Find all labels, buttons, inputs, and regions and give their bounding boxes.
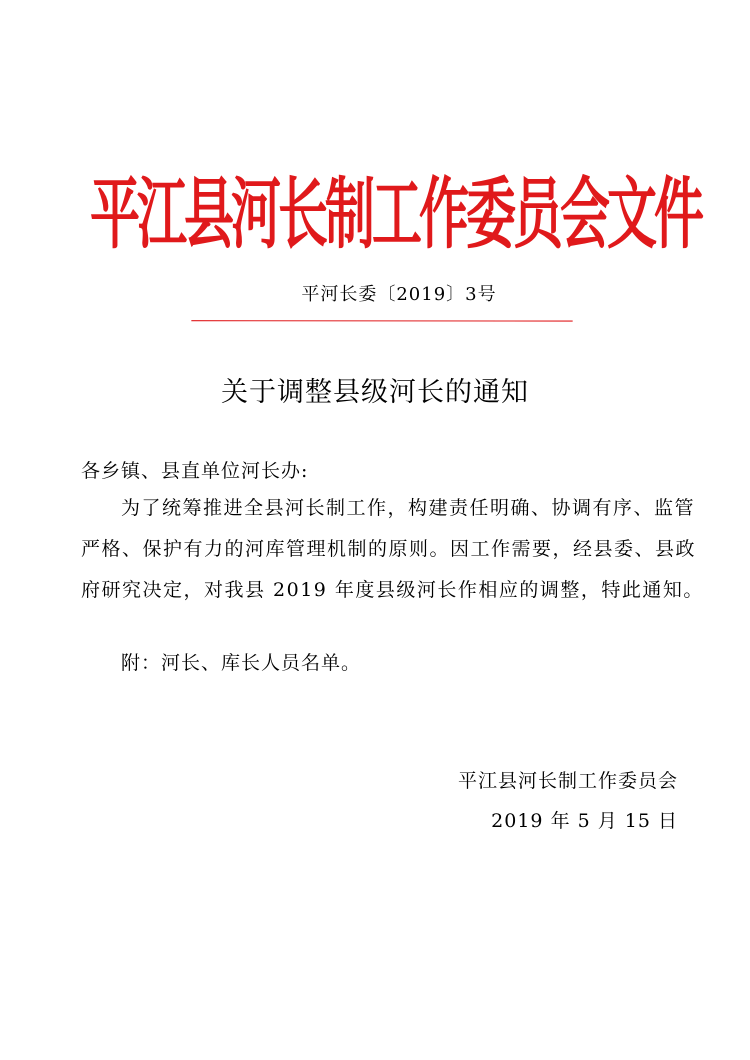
body-line: 严格、保护有力的河库管理机制的原则。因工作需要，经县委、县政	[81, 538, 697, 560]
notice-title: 关于调整县级河长的通知	[221, 377, 529, 408]
signing-organization: 平江县河长制工作委员会	[457, 770, 678, 792]
body-paragraph	[81, 488, 704, 611]
document-number	[0, 280, 750, 306]
attachment-note: 附：河长、库长人员名单。	[121, 652, 362, 674]
document-number-text: 平河长委〔2019〕3号	[301, 284, 497, 305]
document-header-title: 平江县河长制工作委员会文件	[90, 169, 701, 259]
signing-date: 2019 年 5 月 15 日	[491, 810, 678, 832]
body-line: 为了统筹推进全县河长制工作，构建责任明确、协调有序、监管	[121, 497, 696, 519]
header-red-rule	[96, 320, 668, 322]
salutation: 各乡镇、县直单位河长办:	[81, 460, 309, 482]
body-line: 府研究决定，对我县 2019 年度县级河长作相应的调整，特此通知。	[81, 579, 704, 601]
